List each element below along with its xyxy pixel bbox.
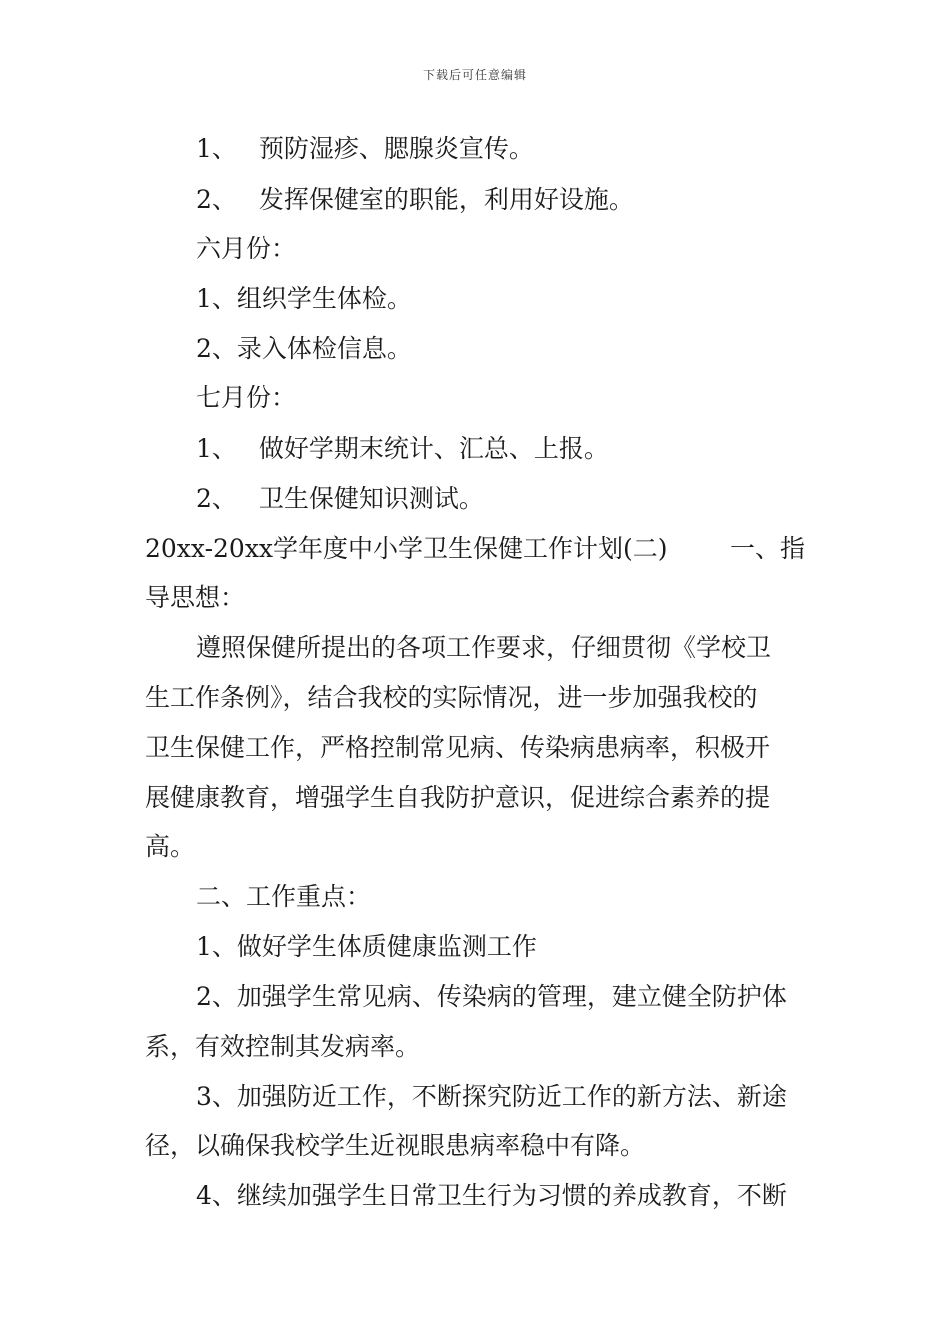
list-item-text: 发挥保健室的职能，利用好设施。 xyxy=(258,185,634,214)
paragraph-line: 高。 xyxy=(145,832,196,861)
list-item-text: 做好学期末统计、汇总、上报。 xyxy=(258,434,609,463)
list-item-number: 1、 xyxy=(196,134,237,163)
plan-title: 20xx-20xx学年度中小学卫生保健工作计划(二) xyxy=(145,534,668,563)
list-item-text: 卫生保健知识测试。 xyxy=(258,484,484,513)
paragraph-line: 4、继续加强学生日常卫生行为习惯的养成教育，不断 xyxy=(196,1181,787,1210)
paragraph-line: 径，以确保我校学生近视眼患病率稳中有降。 xyxy=(145,1131,646,1160)
paragraph-line: 系，有效控制其发病率。 xyxy=(145,1032,421,1061)
paragraph-line: 2、加强学生常见病、传染病的管理，建立健全防护体 xyxy=(196,982,787,1011)
july-heading: 七月份： xyxy=(196,383,297,412)
list-item-number: 1、 xyxy=(196,434,237,463)
section-one-heading-end: 导思想： xyxy=(145,583,246,612)
paragraph-line: 生工作条例》，结合我校的实际情况，进一步加强我校的 xyxy=(145,683,758,712)
list-item-text: 预防湿疹、腮腺炎宣传。 xyxy=(258,134,534,163)
paragraph-line: 卫生保健工作，严格控制常见病、传染病患病率，积极开 xyxy=(145,733,771,762)
list-item xyxy=(196,183,634,217)
page-header-note: 下载后可任意编辑 xyxy=(422,68,527,82)
section-one-heading-start: 一、指 xyxy=(729,534,805,563)
paragraph-line: 遵照保健所提出的各项工作要求，仔细贯彻《学校卫 xyxy=(196,633,772,662)
list-item: 2、录入体检信息。 xyxy=(196,334,412,363)
list-item-number: 2、 xyxy=(196,185,237,214)
list-item xyxy=(196,432,609,466)
paragraph-line: 1、做好学生体质健康监测工作 xyxy=(196,932,537,961)
paragraph-line: 展健康教育，增强学生自我防护意识，促进综合素养的提 xyxy=(145,783,771,812)
june-heading: 六月份： xyxy=(196,234,297,263)
plan-title-row xyxy=(145,532,805,566)
section-two-heading: 二、工作重点： xyxy=(196,882,372,911)
paragraph-line: 3、加强防近工作，不断探究防近工作的新方法、新途 xyxy=(196,1082,787,1111)
list-item-number: 2、 xyxy=(196,484,237,513)
list-item: 1、组织学生体检。 xyxy=(196,284,412,313)
list-item xyxy=(196,482,484,516)
list-item xyxy=(196,132,534,166)
